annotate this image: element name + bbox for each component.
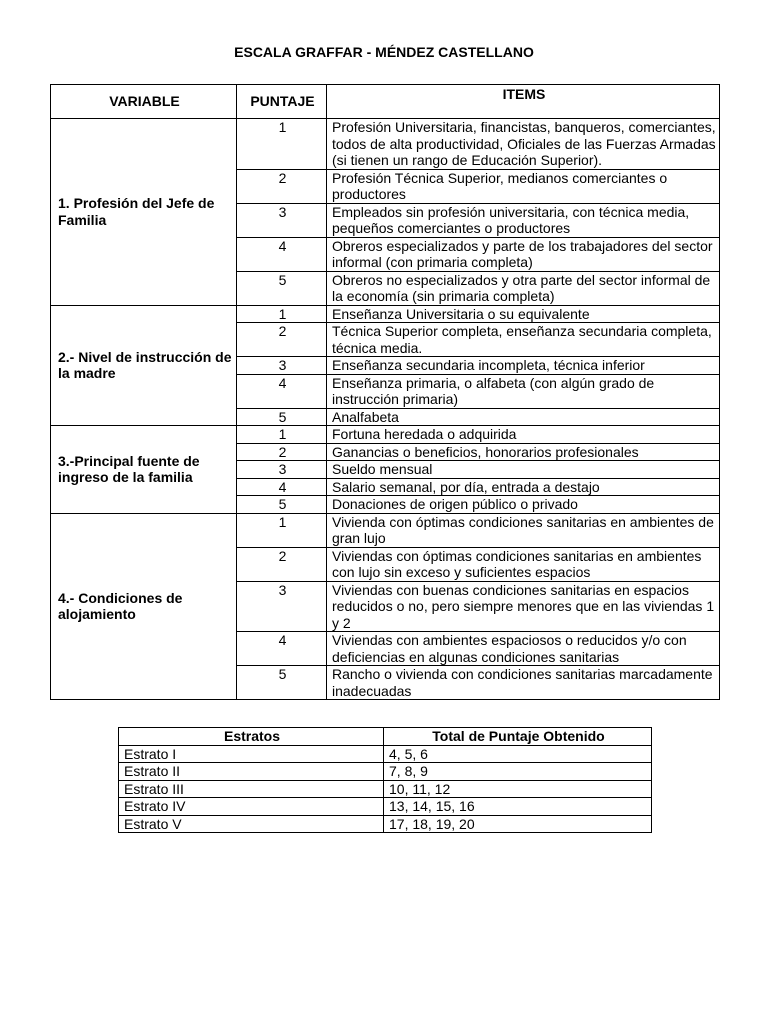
score-cell: 2 [237, 547, 327, 581]
variable-cell: 1. Profesión del Jefe de Familia [51, 119, 237, 306]
item-cell: Salario semanal, por día, entrada a destajo [327, 478, 720, 496]
stratum-cell: Estrato II [119, 763, 384, 781]
table-row [51, 305, 720, 323]
score-cell: 3 [237, 461, 327, 479]
header-total-puntaje: Total de Puntaje Obtenido [384, 728, 652, 746]
score-cell: 3 [237, 581, 327, 632]
item-cell: Analfabeta [327, 408, 720, 426]
item-cell: Profesión Universitaria, financistas, banqueros, comerciantes, todos de alta productividad, Oficiales de las Fuerzas Armadas (si tienen un rango de Educación Superior). [327, 119, 720, 170]
strata-header-row [119, 728, 652, 746]
variable-cell: 3.-Principal fuente de ingreso de la familia [51, 426, 237, 514]
header-variable: VARIABLE [51, 85, 237, 119]
item-cell: Obreros no especializados y otra parte del sector informal de la economía (sin primaria completa) [327, 271, 720, 305]
score-cell: 5 [237, 408, 327, 426]
score-cell: 4 [237, 237, 327, 271]
stratum-cell: Estrato III [119, 780, 384, 798]
item-cell: Vivienda con óptimas condiciones sanitarias en ambientes de gran lujo [327, 513, 720, 547]
stratum-scores-cell: 17, 18, 19, 20 [384, 815, 652, 833]
score-cell: 5 [237, 666, 327, 700]
item-cell: Técnica Superior completa, enseñanza secundaria completa, técnica media. [327, 323, 720, 357]
item-cell: Rancho o vivienda con condiciones sanitarias marcadamente inadecuadas [327, 666, 720, 700]
item-cell: Profesión Técnica Superior, medianos comerciantes o productores [327, 169, 720, 203]
stratum-scores-cell: 7, 8, 9 [384, 763, 652, 781]
item-cell: Sueldo mensual [327, 461, 720, 479]
score-cell: 2 [237, 169, 327, 203]
item-cell: Fortuna heredada o adquirida [327, 426, 720, 444]
score-cell: 3 [237, 357, 327, 375]
table-header-row [51, 85, 720, 119]
item-cell: Viviendas con buenas condiciones sanitarias en espacios reducidos o no, pero siempre menores que en las viviendas 1 y 2 [327, 581, 720, 632]
graffar-scale-table [50, 84, 720, 700]
table-row [51, 119, 720, 170]
strata-row [119, 780, 652, 798]
score-cell: 1 [237, 426, 327, 444]
item-cell: Obreros especializados y parte de los trabajadores del sector informal (con primaria completa) [327, 237, 720, 271]
item-cell: Viviendas con ambientes espaciosos o reducidos y/o con deficiencias en algunas condiciones sanitarias [327, 632, 720, 666]
table-row [51, 426, 720, 444]
strata-row [119, 763, 652, 781]
strata-row [119, 815, 652, 833]
score-cell: 5 [237, 496, 327, 514]
header-estratos: Estratos [119, 728, 384, 746]
score-cell: 1 [237, 513, 327, 547]
score-cell: 3 [237, 203, 327, 237]
stratum-cell: Estrato V [119, 815, 384, 833]
item-cell: Ganancias o beneficios, honorarios profesionales [327, 443, 720, 461]
stratum-scores-cell: 4, 5, 6 [384, 745, 652, 763]
score-cell: 1 [237, 305, 327, 323]
score-cell: 2 [237, 323, 327, 357]
score-cell: 4 [237, 632, 327, 666]
stratum-scores-cell: 13, 14, 15, 16 [384, 798, 652, 816]
header-puntaje: PUNTAJE [237, 85, 327, 119]
item-cell: Enseñanza secundaria incompleta, técnica inferior [327, 357, 720, 375]
score-cell: 1 [237, 119, 327, 170]
variable-cell: 4.- Condiciones de alojamiento [51, 513, 237, 700]
header-items: ITEMS [327, 85, 720, 119]
strata-row [119, 798, 652, 816]
score-cell: 2 [237, 443, 327, 461]
item-cell: Viviendas con óptimas condiciones sanitarias en ambientes con lujo sin exceso y suficientes espacios [327, 547, 720, 581]
page-title: ESCALA GRAFFAR - MÉNDEZ CASTELLANO [234, 44, 534, 60]
score-cell: 4 [237, 478, 327, 496]
item-cell: Enseñanza primaria, o alfabeta (con algún grado de instrucción primaria) [327, 374, 720, 408]
item-cell: Enseñanza Universitaria o su equivalente [327, 305, 720, 323]
stratum-cell: Estrato IV [119, 798, 384, 816]
strata-row [119, 745, 652, 763]
item-cell: Empleados sin profesión universitaria, con técnica media, pequeños comerciantes o productores [327, 203, 720, 237]
stratum-scores-cell: 10, 11, 12 [384, 780, 652, 798]
variable-cell: 2.- Nivel de instrucción de la madre [51, 305, 237, 426]
table-row [51, 513, 720, 547]
stratum-cell: Estrato I [119, 745, 384, 763]
score-cell: 4 [237, 374, 327, 408]
score-cell: 5 [237, 271, 327, 305]
item-cell: Donaciones de origen público o privado [327, 496, 720, 514]
strata-table [118, 727, 652, 833]
